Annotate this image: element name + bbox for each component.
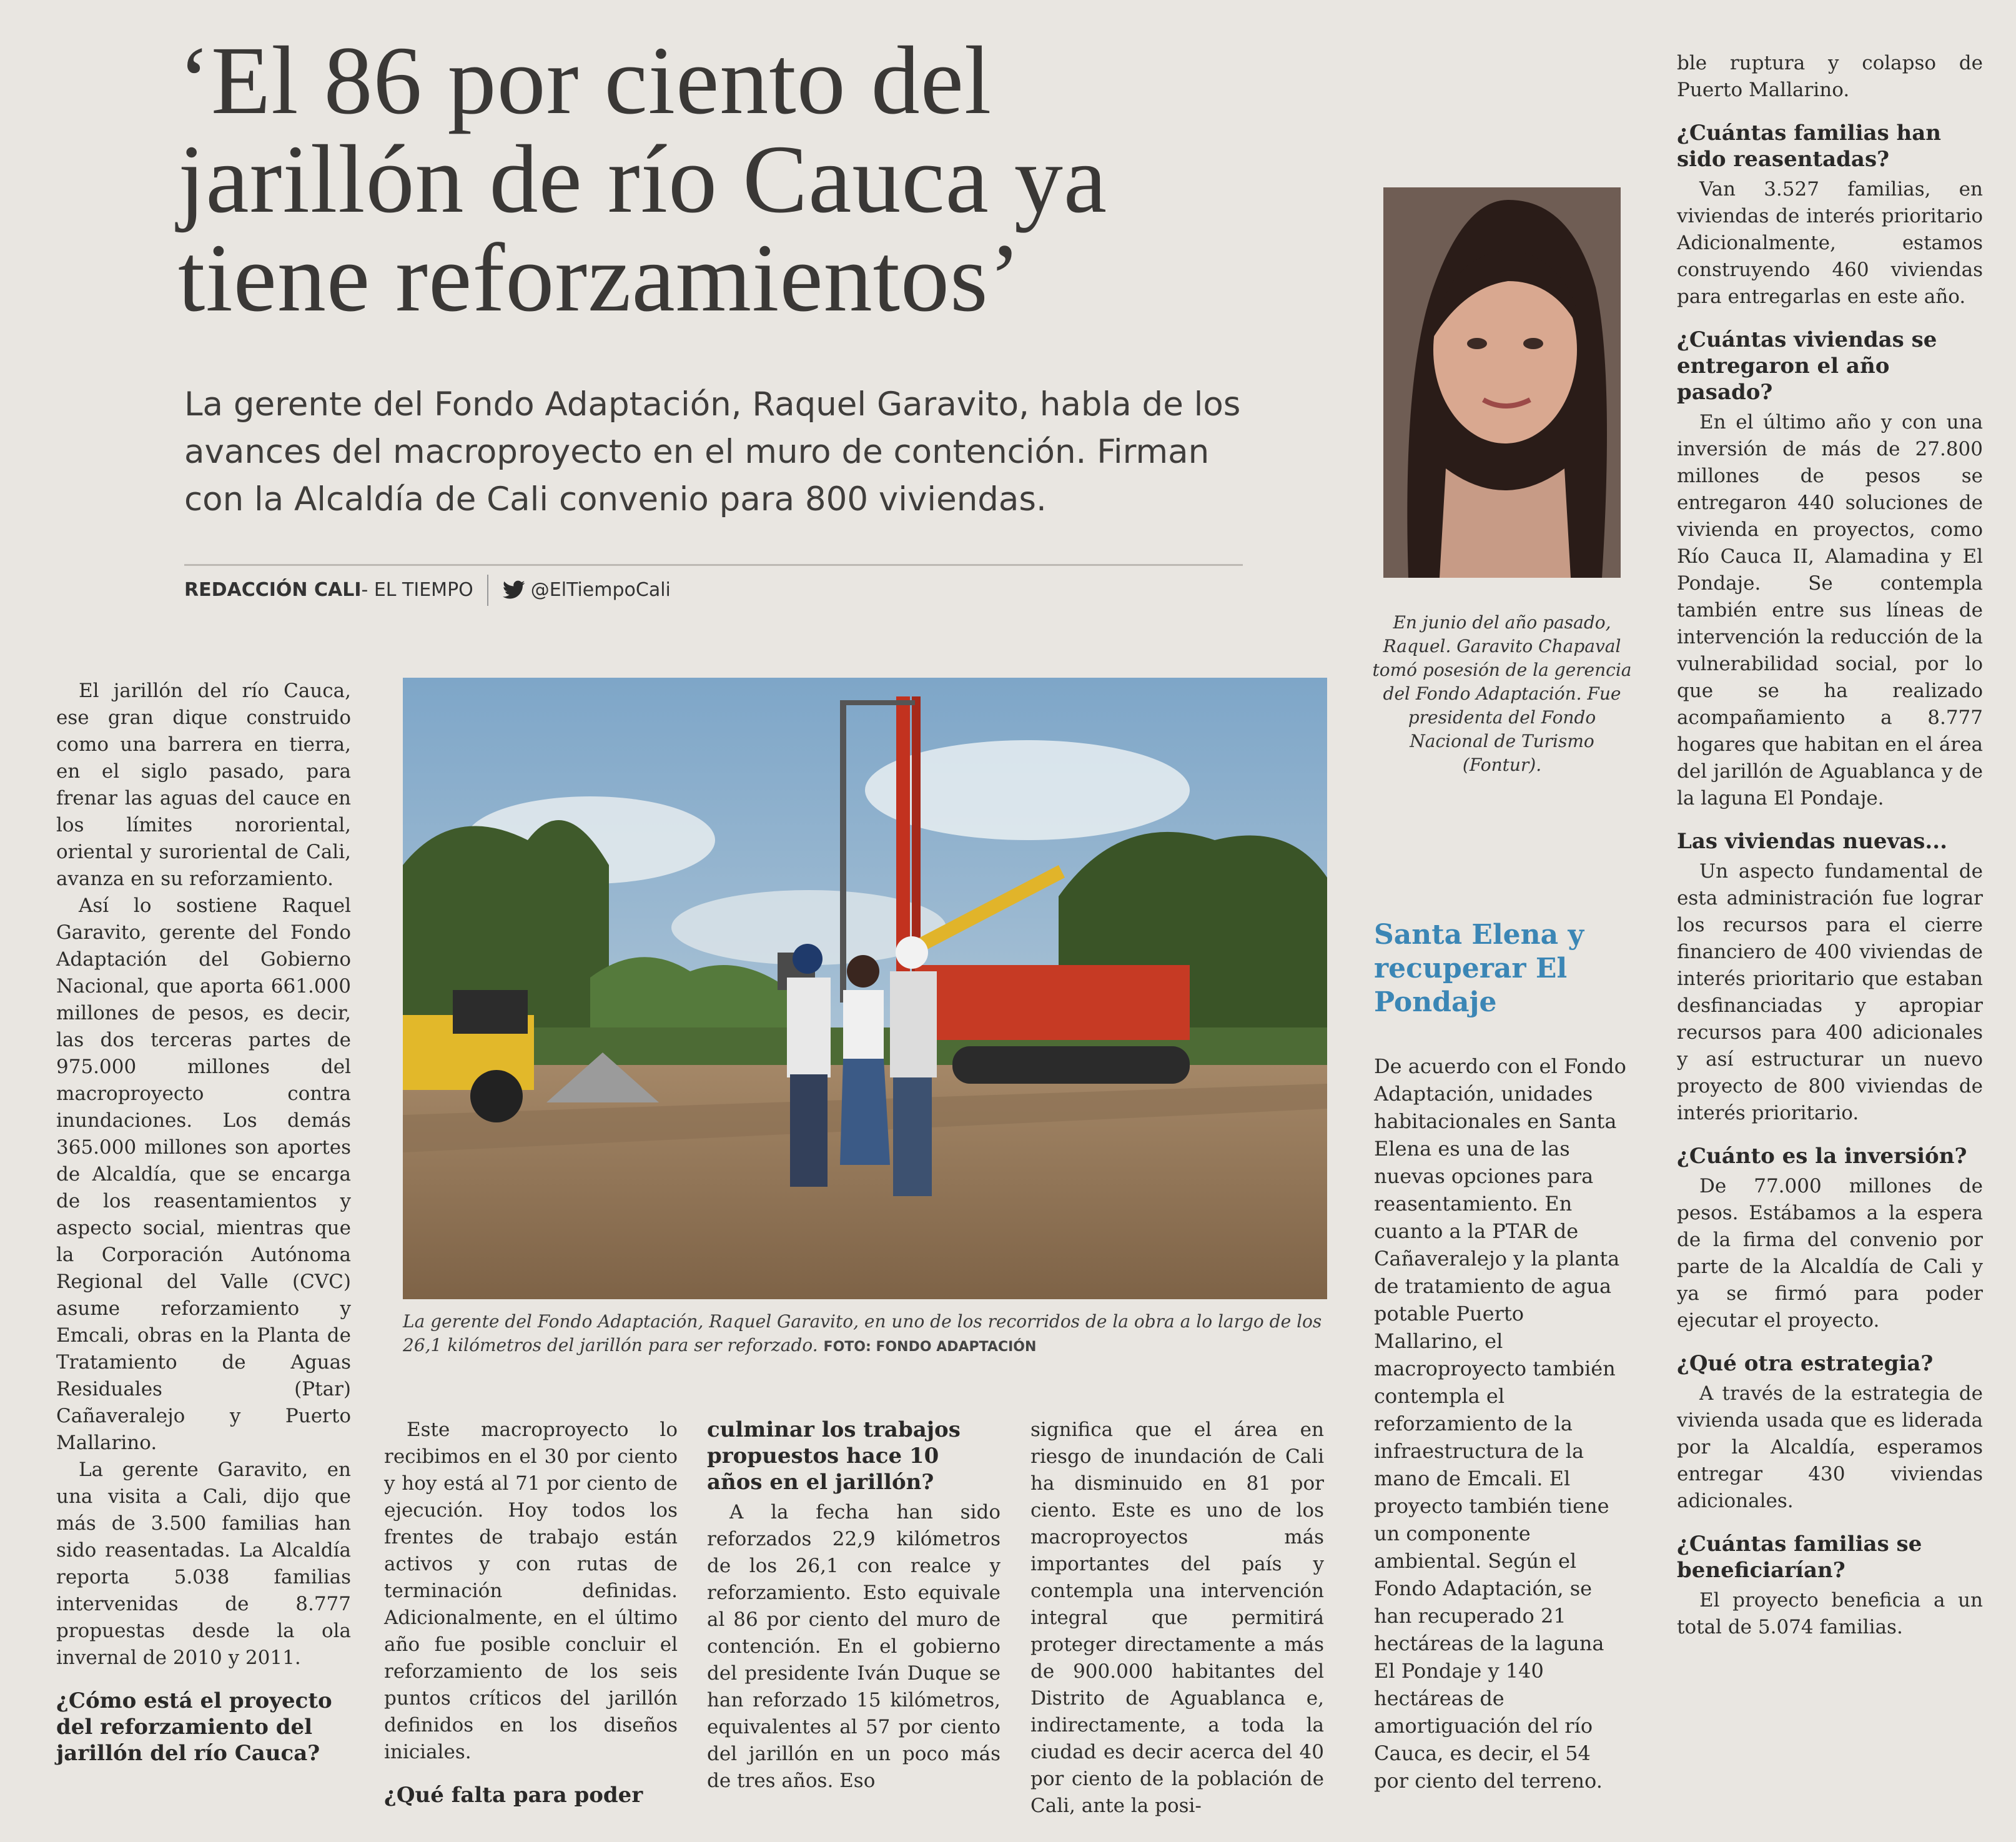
twitter-icon — [502, 580, 526, 600]
paragraph: Un aspecto fundamental de esta administración fue lograr los recursos para el cierre financiero de 400 viviendas de interés prioritario que estaban desfinanciadas y apropiar recursos para 400 adicionales y así estructurar un nuevo proyecto de 800 viviendas de interés prioritario. — [1677, 860, 1983, 1124]
paragraph: El jarillón del río Cauca, ese gran dique construido como una barrera en tierra, en el siglo pasado, para frenar las aguas del cauce en los límites nororiental, oriental y suroriental de Cali, avanza en su reforzamiento. — [56, 680, 351, 890]
paragraph: Este macroproyecto lo recibimos en el 30 por ciento y hoy está al 71 por ciento de ejecución. Hoy todos los frentes de trabajo están activos y con rutas de terminación definidas. Adicionalmente, en el último año fue posible concluir el reforzamiento de los seis puntos críticos del jarillón definidos en los diseños iniciales. — [384, 1419, 678, 1763]
article-column-1 — [56, 678, 351, 1770]
photo-credit: FOTO: FONDO ADAPTACIÓN — [823, 1339, 1037, 1355]
interview-question: ¿Cuántas viviendas se entregaron el año pasado? — [1677, 327, 1937, 405]
interview-question: ¿Cuántas familias se beneficiarían? — [1677, 1532, 1922, 1583]
paragraph: Así lo sostiene Raquel Garavito, gerente del Fondo Adaptación del Gobierno Nacional, que aporta 661.000 millones de pesos, es decir, las dos terceras partes de 975.000 millones del macroproyecto contra inundaciones. Los demás 365.000 millones son aportes de Alcaldía, que se encarga de los reasentamientos y aspecto social, mientras que la Corporación Autónoma Regional del Valle (CVC) asume reforzamiento y Emcali, obras en la Planta de Tratamiento de Aguas Residuales (Ptar) Cañaveralejo y Puerto Mallarino. — [56, 894, 351, 1454]
paragraph: La gerente Garavito, en una visita a Cali, dijo que más de 3.500 familias han sido reasentadas. La Alcaldía reporta 5.038 familias intervenidas de 8.777 propuestas desde la ola invernal de 2010 y 2011. — [56, 1458, 351, 1669]
interview-question: Las viviendas nuevas... — [1677, 829, 1947, 854]
byline-twitter-handle: @ElTiempoCali — [530, 579, 671, 601]
photo-caption-text: La gerente del Fondo Adaptación, Raquel Garavito, en uno de los recorridos de la obra a lo largo de los 26,1 kilómetros del jarillón para ser reforzado. — [403, 1311, 1322, 1355]
paragraph: A la fecha han sido reforzados 22,9 kilómetros de los 26,1 con realce y reforzamiento. Esto equivale al 86 por ciento del muro de contención. En el gobierno del presidente Iván Duque se han reforzado 15 kilómetros, equivalentes al 57 por ciento del jarillón en un poco más de tres años. Eso — [707, 1501, 1001, 1792]
article-column-2 — [384, 1417, 678, 1812]
paragraph: Van 3.527 familias, en viviendas de interés prioritario Adicionalmente, estamos construyendo 460 viviendas para entregarlas en este año. — [1677, 178, 1983, 308]
article-column-3 — [707, 1417, 1001, 1795]
sidebar-title: Santa Elena y recuperar El Pondaje — [1374, 919, 1584, 1018]
construction-photo-illustration — [403, 678, 1327, 1299]
byline-separator — [487, 575, 488, 606]
interview-question: ¿Qué otra estrategia? — [1677, 1351, 1934, 1376]
headline: ‘El 86 por ciento del jarillón de río Cauca ya tiene reforzamientos’ — [178, 26, 1108, 332]
paragraph: significa que el área en riesgo de inundación de Cali ha disminuido en 81 por ciento. Este es uno de los macroproyectos más importantes del país y contempla una intervención integral que permitirá proteger directamente a más de 900.000 habitantes del Distrito de Aguablanca e, indirectamente, a toda la ciudad es decir acerca del 40 por ciento de la población de Cali, ante la posi- — [1030, 1419, 1324, 1817]
paragraph: De acuerdo con el Fondo Adaptación, unidades habitacionales en Santa Elena es una de las nuevas opciones para reasentamiento. En cuanto a la PTAR de Cañaveralejo y la planta de tratamiento de agua potable Puerto Mallarino, el macroproyecto también contempla el reforzamiento de la infraestructura de la mano de Emcali. El proyecto también tiene un componente ambiental. Según el Fondo Adaptación, se han recuperado 21 hectáreas de la laguna El Pondaje y 140 hectáreas de amortiguación del río Cauca, es decir, el 54 por ciento del terreno. — [1374, 1054, 1626, 1793]
paragraph: En el último año y con una inversión de más de 27.800 millones de pesos se entregaron 440 soluciones de vivienda en proyectos, como Río Cauca II, Alamadina y El Pondaje. Se contempla también entre sus líneas de intervención la reducción de la vulnerabilidad social, por lo que se ha realizado acompañamiento a 8.777 hogares que habitan en el área del jarillón de Aguablanca y de la laguna El Pondaje. — [1677, 411, 1983, 810]
construction-site-photo — [403, 678, 1327, 1299]
paragraph: ble ruptura y colapso de Puerto Mallarino. — [1677, 52, 1983, 101]
deck-subtitle: La gerente del Fondo Adaptación, Raquel Garavito, habla de los avances del macroproyecto en el muro de contención. Firman con la Alcaldía de Cali convenio para 800 viviendas. — [184, 385, 1241, 518]
portrait-photo — [1383, 187, 1621, 578]
byline-outlet: - EL TIEMPO — [361, 579, 473, 601]
interview-question: ¿Cuántas familias han sido reasentadas? — [1677, 121, 1942, 172]
divider — [184, 564, 1243, 566]
article-column-4 — [1030, 1417, 1324, 1820]
paragraph: El proyecto beneficia a un total de 5.074 familias. — [1677, 1589, 1983, 1638]
photo-caption — [403, 1310, 1327, 1359]
interview-question-continued: culminar los trabajos propuestos hace 10 años en el jarillón? — [707, 1417, 961, 1495]
sidebar-body — [1374, 1052, 1627, 1795]
article-column-6 — [1677, 50, 1983, 1641]
interview-question: ¿Qué falta para poder — [384, 1783, 643, 1808]
portrait-caption: En junio del año pasado, Raquel. Garavito Chapaval tomó posesión de la gerencia del Fondo Adaptación. Fue presidenta del Fondo Nacional de Turismo (Fontur). — [1372, 612, 1632, 775]
interview-question: ¿Cuánto es la inversión? — [1677, 1144, 1967, 1169]
portrait-illustration — [1383, 187, 1621, 578]
paragraph: De 77.000 millones de pesos. Estábamos a la espera de la firma del convenio por parte de la Alcaldía de Cali y ya se firmó para poder ejecutar el proyecto. — [1677, 1175, 1983, 1332]
interview-question: ¿Cómo está el proyecto del reforzamiento del jarillón del río Cauca? — [56, 1688, 332, 1766]
byline-author: REDACCIÓN CALI — [184, 579, 362, 601]
paragraph: A través de la estrategia de vivienda usada que es liderada por la Alcaldía, esperamos entregar 430 viviendas adicionales. — [1677, 1382, 1983, 1512]
byline — [184, 575, 671, 606]
